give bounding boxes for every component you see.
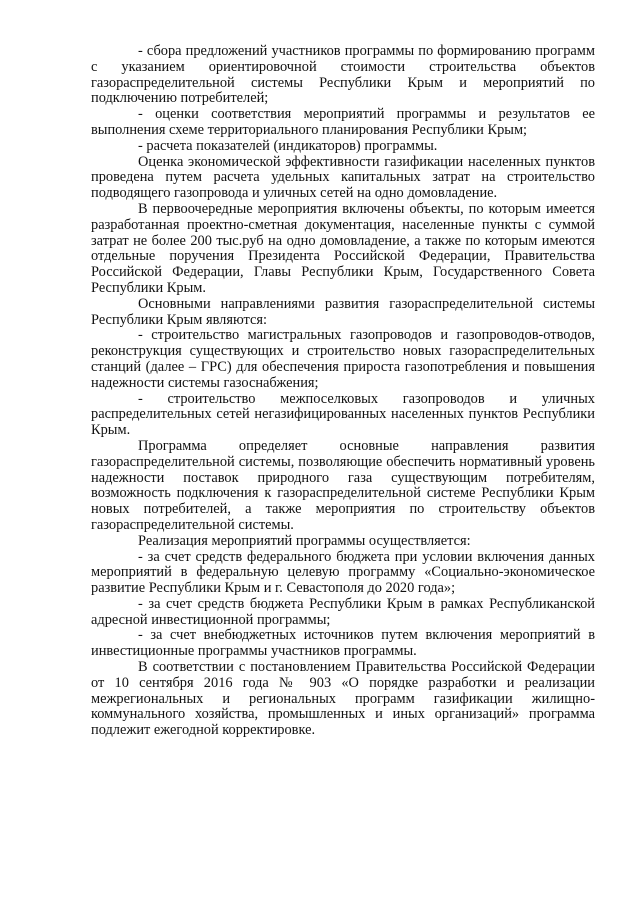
paragraph-proposals-collection: - сбора предложений участников программы по формированию программ с указанием ориентировочной стоимости строительства объектов газораспределительной системы Республики Крым и мероприятий по подключению потребителей;: [91, 43, 595, 107]
document-page: [91, 44, 595, 739]
paragraph-federal-budget: - за счет средств федерального бюджета при условии включения данных мероприятий в федеральную целевую программу «Социально-экономическое развитие Республики Крым и г. Севастополя до 2020 года»;: [91, 548, 595, 597]
paragraph-extrabudgetary: - за счет внебюджетных источников путем включения мероприятий в инвестиционные программы участников программы.: [91, 627, 595, 660]
paragraph-trunk-pipelines: - строительство магистральных газопроводов и газопроводов-отводов, реконструкция существующих и строительство новых газораспределительных станций (далее – ГРС) для обеспечения прироста газопотребления и повышения надежности системы газоснабжения;: [91, 327, 595, 391]
paragraph-government-resolution: В соответствии с постановлением Правительства Российской Федерации от 10 сентября 2016 года № 903 «О порядке разработки и реализации межрегиональных и региональных программ газификации жилищно-коммунального хозяйства, промышленных и иных организаций» программа подлежит ежегодной корректировке.: [91, 659, 595, 739]
paragraph-indicators-calculation: - расчета показателей (индикаторов) программы.: [138, 137, 438, 154]
paragraph-compliance-assessment: - оценки соответствия мероприятий программы и результатов ее выполнения схеме территориального планирования Республики Крым;: [91, 106, 595, 138]
paragraph-priority-measures: В первоочередные мероприятия включены объекты, по которым имеется разработанная проектно-сметная документация, населенные пункты с суммой затрат не более 200 тыс.руб на одно домовладение, а также по которым имеются отдельные поручения Президента Российской Федерации, Правительства Российской Федерации, Главы Республики Крым, Государственного Совета Республики Крым.: [91, 200, 595, 296]
paragraph-republic-budget: - за счет средств бюджета Республики Крым в рамках Республиканской адресной инвестиционной программы;: [91, 595, 595, 628]
paragraph-main-directions: Основными направлениями развития газораспределительной системы Республики Крым являются:: [91, 295, 595, 328]
paragraph-implementation: Реализация мероприятий программы осуществляется:: [138, 532, 471, 549]
paragraph-intersettlement-pipelines: - строительство межпоселковых газопроводов и уличных распределительных сетей негазифицированных населенных пунктов Республики Крым.: [91, 390, 595, 439]
paragraph-economic-efficiency: Оценка экономической эффективности газификации населенных пунктов проведена путем расчета удельных капитальных затрат на строительство подводящего газопровода и уличных сетей на одно домовладение.: [91, 153, 595, 202]
paragraph-program-defines: Программа определяет основные направления развития газораспределительной системы, позволяющие обеспечить нормативный уровень надежности поставок природного газа существующим потребителям, возможность подключения к газораспределительной системе Республики Крым новых потребителей, а также мероприятия по строительству объектов газораспределительной системы.: [91, 437, 595, 533]
